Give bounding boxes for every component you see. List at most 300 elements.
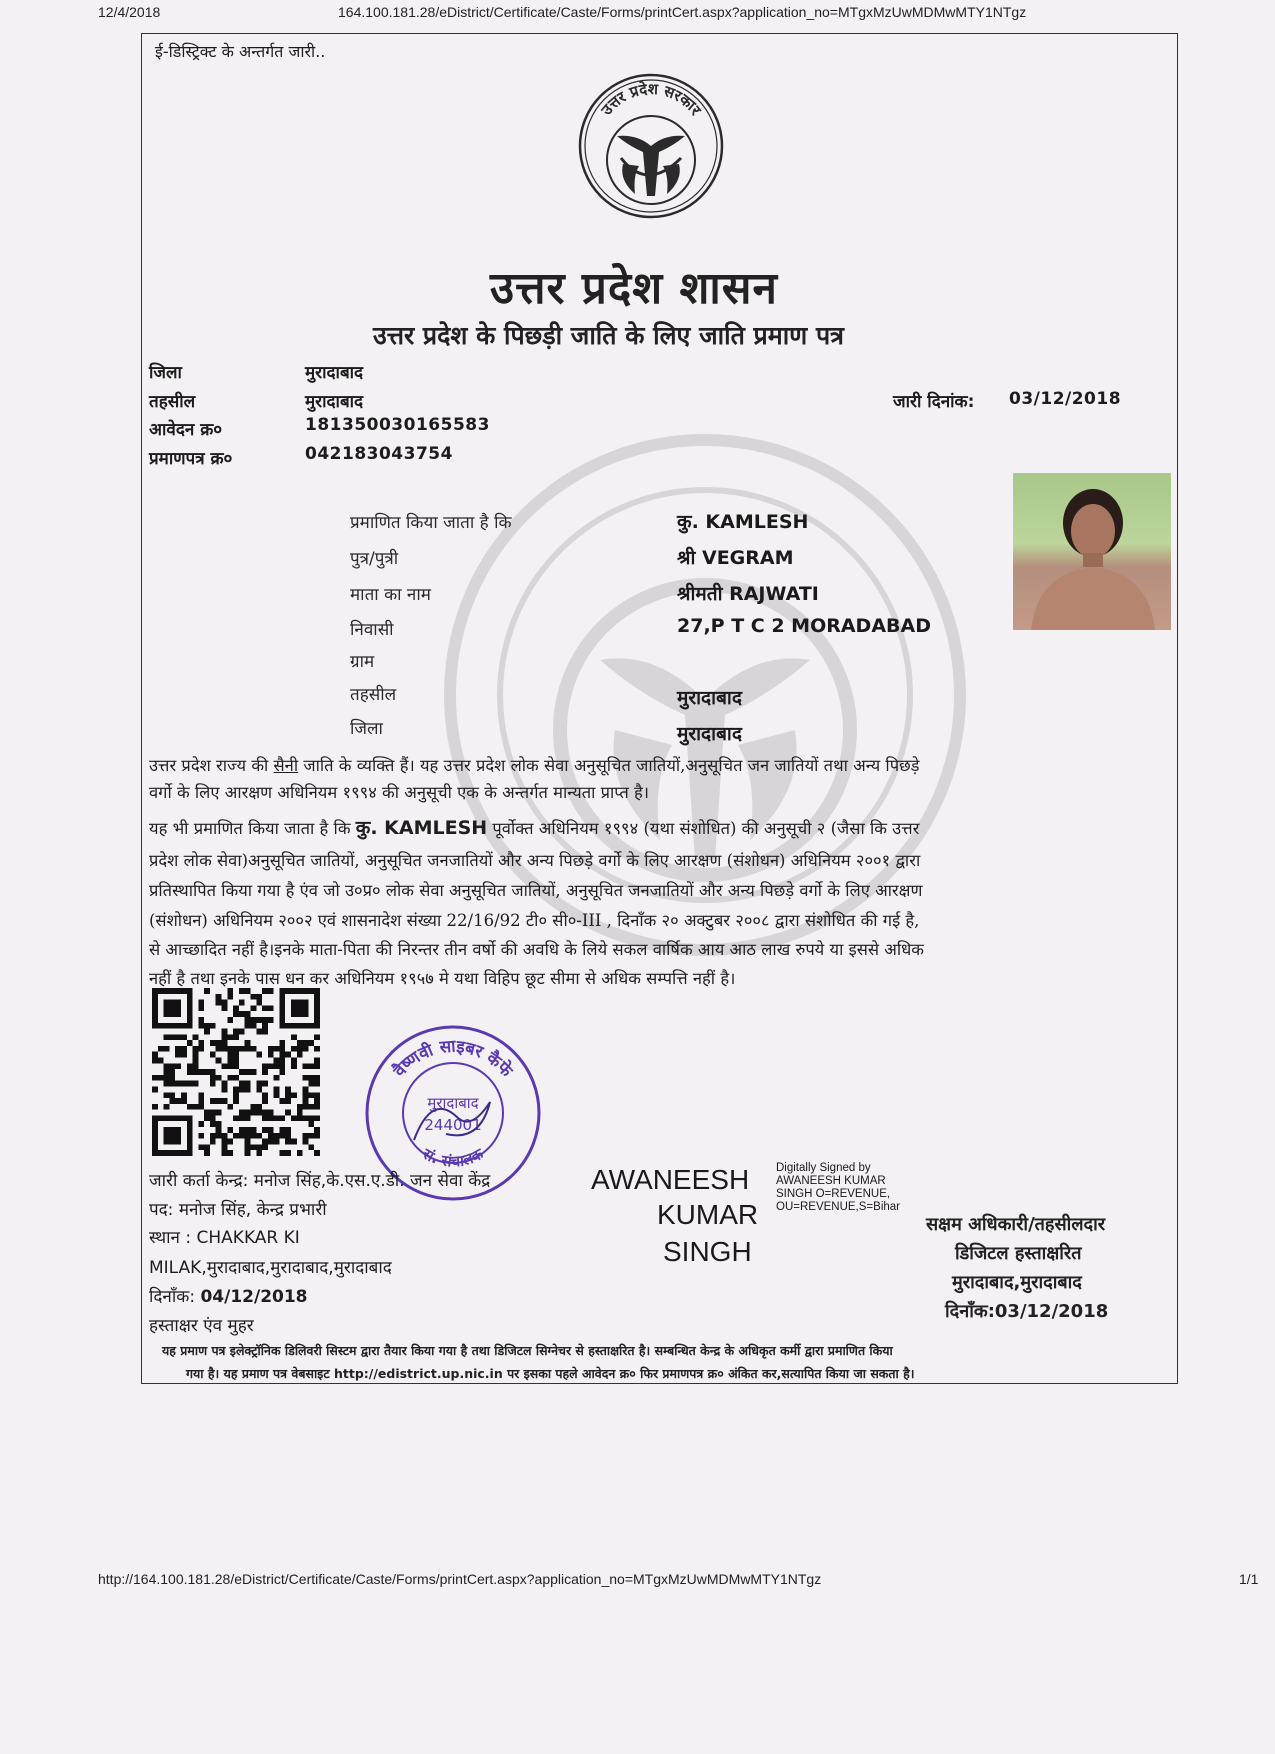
issuer-post: पद: मनोज सिंह, केन्द्र प्रभारी <box>149 1200 327 1220</box>
qr-module <box>268 1017 274 1023</box>
qr-module <box>250 1133 256 1139</box>
issuer-date-label: दिनाँक: <box>149 1287 196 1307</box>
qr-module <box>297 1040 303 1046</box>
qr-module <box>314 1098 320 1104</box>
authority-title: सक्षम अधिकारी/तहसीलदार <box>926 1214 1106 1235</box>
qr-module <box>256 1110 262 1116</box>
qr-module <box>239 1127 245 1133</box>
qr-module <box>268 1133 274 1139</box>
qr-module <box>268 1110 274 1116</box>
qr-module <box>262 1110 268 1116</box>
qr-module <box>279 1127 285 1133</box>
print-date: 12/4/2018 <box>98 4 161 20</box>
qr-module <box>193 1052 199 1058</box>
qr-module <box>297 1046 303 1052</box>
qr-module <box>303 1115 309 1121</box>
qr-module <box>245 1150 251 1156</box>
qr-module <box>187 1069 193 1075</box>
qr-module <box>169 1081 175 1087</box>
qr-module <box>233 1005 239 1011</box>
qr-module <box>274 1092 280 1098</box>
qr-module <box>204 1023 210 1029</box>
qr-module <box>279 1052 285 1058</box>
qr-module <box>239 1011 245 1017</box>
applicant-photo <box>1013 473 1171 630</box>
qr-module <box>210 1121 216 1127</box>
qr-module <box>245 1069 251 1075</box>
qr-module <box>303 1086 309 1092</box>
fine-print-line1: यह प्रमाण पत्र इलेक्ट्रॉनिक डिलिवरी सिस्टम द्वारा तैयार किया गया है तथा डिजिटल सिग्नेचर से हस्ताक्षरित है। सम्बन्धित केन्द्र के अधिकृत कर्मी द्वारा प्रमाणित किया <box>162 1343 893 1358</box>
qr-module <box>262 1029 268 1035</box>
qr-module <box>239 988 245 994</box>
qr-module <box>274 1139 280 1145</box>
qr-module <box>181 1052 187 1058</box>
qr-module <box>262 1063 268 1069</box>
qr-module <box>227 1139 233 1145</box>
qr-module <box>216 1040 222 1046</box>
page-subtitle: उत्तर प्रदेश के पिछड़ी जाति के लिए जाति प्रमाण पत्र <box>373 321 844 350</box>
para2-line1 <box>149 814 919 840</box>
para1-pre: उत्तर प्रदेश राज्य की <box>149 756 274 775</box>
qr-module <box>314 1150 320 1156</box>
qr-module <box>216 1110 222 1116</box>
stamp-pin: 244001 <box>424 1116 482 1134</box>
qr-module <box>239 1081 245 1087</box>
qr-module <box>210 1052 216 1058</box>
qr-module <box>204 1069 210 1075</box>
qr-module <box>308 1075 314 1081</box>
qr-module <box>245 1040 251 1046</box>
qr-module <box>233 1086 239 1092</box>
qr-module <box>222 1000 228 1006</box>
qr-module <box>256 1104 262 1110</box>
qr-module <box>285 1098 291 1104</box>
qr-module <box>314 1075 320 1081</box>
qr-module <box>222 1046 228 1052</box>
qr-module <box>262 1023 268 1029</box>
application-number: 181350030165583 <box>305 415 490 435</box>
qr-module <box>198 1121 204 1127</box>
qr-module <box>256 1144 262 1150</box>
authority-date <box>945 1299 1108 1323</box>
qr-module <box>274 1075 280 1081</box>
qr-module <box>256 1133 262 1139</box>
qr-module <box>158 1075 164 1081</box>
qr-module <box>303 1133 309 1139</box>
qr-module <box>227 1075 233 1081</box>
qr-module <box>314 1092 320 1098</box>
qr-module <box>268 1046 274 1052</box>
qr-module <box>245 1127 251 1133</box>
qr-module <box>262 1127 268 1133</box>
qr-module <box>222 1133 228 1139</box>
qr-module <box>274 1133 280 1139</box>
qr-module <box>268 1115 274 1121</box>
qr-module <box>198 1144 204 1150</box>
issue-date-label: जारी दिनांक: <box>893 392 975 412</box>
qr-module <box>256 994 262 1000</box>
qr-module <box>233 1058 239 1064</box>
qr-module <box>175 1034 181 1040</box>
qr-module <box>297 1150 303 1156</box>
qr-module <box>250 1005 256 1011</box>
qr-module <box>198 1040 204 1046</box>
qr-module <box>222 1139 228 1145</box>
qr-module <box>193 1081 199 1087</box>
qr-module <box>164 1104 170 1110</box>
issuing-center: जारी कर्ता केन्द्र: मनोज सिंह,के.एस.ए.डी. जन सेवा केंद्र <box>149 1171 491 1191</box>
qr-module <box>227 1034 233 1040</box>
qr-module <box>175 1063 181 1069</box>
para2-name: कु. KAMLESH <box>355 817 488 839</box>
qr-module <box>291 1046 297 1052</box>
qr-module <box>314 1133 320 1139</box>
qr-module <box>285 1127 291 1133</box>
qr-module <box>233 1011 239 1017</box>
qr-module <box>216 1121 222 1127</box>
qr-module <box>198 1000 204 1006</box>
qr-module <box>303 1104 309 1110</box>
qr-module <box>303 1063 309 1069</box>
para1-line1 <box>149 753 919 776</box>
qr-module <box>245 1144 251 1150</box>
qr-module <box>256 1017 262 1023</box>
authority-date-value: 03/12/2018 <box>994 1301 1109 1322</box>
dsig-line2: AWANEESH KUMAR <box>776 1175 886 1187</box>
qr-module <box>285 1150 291 1156</box>
stamp-bottom-text: सं. संचालक <box>419 1144 487 1171</box>
qr-module <box>314 1034 320 1040</box>
qr-module <box>250 1110 256 1116</box>
district-label: जिला <box>149 363 182 383</box>
dsig-line3: SINGH O=REVENUE, <box>776 1188 891 1200</box>
qr-module <box>210 1075 216 1081</box>
qr-module <box>227 988 233 994</box>
qr-module <box>187 1040 193 1046</box>
digital-signer-name-3: SINGH <box>663 1236 752 1267</box>
qr-module <box>314 1127 320 1133</box>
qr-module <box>250 1046 256 1052</box>
qr-module <box>268 988 274 994</box>
district-value: मुरादाबाद <box>305 363 364 383</box>
qr-module <box>164 1092 170 1098</box>
tehsil-label: तहसील <box>149 392 196 412</box>
qr-module <box>227 1150 233 1156</box>
qr-module <box>198 1098 204 1104</box>
qr-module <box>262 1017 268 1023</box>
qr-module <box>303 1139 309 1145</box>
mother-name: श्रीमती RAJWATI <box>677 583 819 605</box>
qr-module <box>291 1139 297 1145</box>
certificate-number-label: प्रमाणपत्र क्र० <box>149 449 233 469</box>
qr-module <box>216 1133 222 1139</box>
qr-module <box>245 1115 251 1121</box>
qr-module <box>291 1034 297 1040</box>
qr-module <box>187 1104 193 1110</box>
qr-module <box>222 1086 228 1092</box>
qr-module <box>303 1040 309 1046</box>
qr-module <box>210 1098 216 1104</box>
qr-module <box>204 1110 210 1116</box>
qr-module <box>279 1115 285 1121</box>
qr-module <box>210 1133 216 1139</box>
qr-module <box>285 1052 291 1058</box>
para2-pre: यह भी प्रमाणित किया जाता है कि <box>149 819 356 838</box>
qr-module <box>250 1069 256 1075</box>
digital-signature-details <box>776 1162 900 1214</box>
qr-module <box>216 1046 222 1052</box>
qr-module <box>233 1046 239 1052</box>
qr-module <box>297 1052 303 1058</box>
qr-module <box>210 1110 216 1116</box>
qr-module <box>169 1063 175 1069</box>
qr-module <box>164 1000 181 1017</box>
qr-module <box>303 1046 309 1052</box>
digital-signer-name-1: AWANEESH <box>591 1164 750 1195</box>
qr-module <box>222 1081 228 1087</box>
qr-module <box>303 1092 309 1098</box>
qr-module <box>216 1098 222 1104</box>
qr-module <box>169 1075 175 1081</box>
village-label: ग्राम <box>350 652 375 672</box>
qr-module <box>285 1092 291 1098</box>
qr-module <box>268 1063 274 1069</box>
mother-label: माता का नाम <box>350 585 431 605</box>
qr-module <box>169 1092 175 1098</box>
qr-module <box>216 1000 222 1006</box>
applicant-portrait <box>1013 473 1171 630</box>
qr-module <box>222 1144 228 1150</box>
qr-module <box>152 1086 158 1092</box>
qr-module <box>297 1110 303 1116</box>
qr-module <box>239 1046 245 1052</box>
qr-module <box>250 1127 256 1133</box>
qr-module <box>164 1063 170 1069</box>
applicant-name: कु. KAMLESH <box>677 511 809 533</box>
qr-module <box>250 1104 256 1110</box>
dsig-line1: Digitally Signed by <box>776 1162 871 1174</box>
qr-module <box>193 1046 199 1052</box>
qr-module <box>262 1139 268 1145</box>
details-tehsil-value: मुरादाबाद <box>677 687 742 709</box>
qr-module <box>222 1098 228 1104</box>
qr-module <box>250 1144 256 1150</box>
details-district-value: मुरादाबाद <box>677 723 742 745</box>
qr-module <box>268 1127 274 1133</box>
qr-module <box>227 1058 233 1064</box>
qr-module <box>262 1069 268 1075</box>
qr-module <box>239 1029 245 1035</box>
qr-module <box>222 1040 228 1046</box>
qr-module <box>222 1029 228 1035</box>
qr-module <box>187 1081 193 1087</box>
qr-module <box>233 1029 239 1035</box>
qr-module <box>256 1029 262 1035</box>
qr-module <box>245 1081 251 1087</box>
issued-note: ई-डिस्ट्रिक्ट के अन्तर्गत जारी.. <box>155 42 326 61</box>
issue-date-value: 03/12/2018 <box>1009 389 1122 409</box>
qr-module <box>169 1069 175 1075</box>
application-number-label: आवेदन क्र० <box>149 420 223 440</box>
qr-module <box>164 1046 170 1052</box>
details-tehsil-label: तहसील <box>350 685 397 705</box>
qr-module <box>233 1052 239 1058</box>
qr-module <box>291 1000 308 1017</box>
qr-module <box>308 1121 314 1127</box>
authority-digital-signed: डिजिटल हस्ताक्षरित <box>955 1243 1082 1264</box>
qr-module <box>297 1115 303 1121</box>
qr-module <box>152 1058 158 1064</box>
qr-module <box>193 1063 199 1069</box>
qr-module <box>198 1005 204 1011</box>
up-government-emblem <box>577 72 725 220</box>
qr-module <box>193 1069 199 1075</box>
qr-module <box>314 1046 320 1052</box>
print-page-number: 1/1 <box>1239 1571 1259 1587</box>
qr-module <box>175 1098 181 1104</box>
qr-module <box>268 1139 274 1145</box>
print-url: 164.100.181.28/eDistrict/Certificate/Caste/Forms/printCert.aspx?application_no=MTgxMzUwMDMwMTY1NTgz <box>338 4 1027 20</box>
para2-line5: से आच्छादित नहीं है।इनके माता-पिता की निरन्तर तीन वर्षो की अवधि के लिये सकल वार्षिक आय आठ लाख रुपये या इससे अधिक <box>149 940 924 959</box>
qr-module <box>175 1081 181 1087</box>
qr-module <box>285 1139 291 1145</box>
qr-module <box>262 1005 268 1011</box>
qr-module <box>204 1150 210 1156</box>
qr-module <box>268 1052 274 1058</box>
qr-module <box>308 1144 314 1150</box>
qr-module <box>256 1000 262 1006</box>
qr-module <box>256 1052 262 1058</box>
qr-module <box>262 1092 268 1098</box>
dsig-line4: OU=REVENUE,S=Bihar <box>776 1201 900 1213</box>
qr-module <box>204 1144 210 1150</box>
qr-module <box>245 1017 251 1023</box>
details-district-label: जिला <box>350 719 383 739</box>
qr-module <box>210 1069 216 1075</box>
signature-and-seal-label: हस्ताक्षर एंव मुहर <box>149 1316 254 1336</box>
qr-module <box>256 1086 262 1092</box>
emblem-text: उत्तर प्रदेश सरकार <box>597 79 705 119</box>
para1-post: जाति के व्यक्ति हैं। यह उत्तर प्रदेश लोक सेवा अनुसूचित जातियों,अनुसूचित जन जातियों तथा अन्य पिछड़े <box>298 756 920 775</box>
certificate-number: 042183043754 <box>305 444 453 464</box>
qr-module <box>274 1058 280 1064</box>
qr-module <box>279 1046 285 1052</box>
qr-module <box>169 1098 175 1104</box>
resident-address: 27,P T C 2 MORADABAD <box>677 615 931 637</box>
qr-module <box>164 1081 170 1087</box>
qr-module <box>245 1011 251 1017</box>
qr-module <box>239 1069 245 1075</box>
stamp-center-text: मुरादाबाद <box>427 1094 479 1112</box>
issuer-place-line2: MILAK,मुरादाबाद,मुरादाबाद,मुरादाबाद <box>149 1258 392 1278</box>
qr-module <box>193 1058 199 1064</box>
qr-module <box>308 1081 314 1087</box>
qr-module <box>181 1098 187 1104</box>
qr-module <box>285 1086 291 1092</box>
qr-module <box>198 1017 204 1023</box>
para2-line2: प्रदेश लोक सेवा)अनुसूचित जातियों, अनुसूचित जनजातियों और अन्य पिछड़े वर्गो के लिए आरक्षण (संशोधन) अधिनियम २००१ द्वारा <box>149 851 921 870</box>
qr-module <box>245 1046 251 1052</box>
qr-module <box>268 1005 274 1011</box>
qr-module <box>181 1034 187 1040</box>
qr-module <box>210 1115 216 1121</box>
qr-module <box>204 1115 210 1121</box>
issuer-date-value: 04/12/2018 <box>200 1287 308 1307</box>
qr-module <box>198 1069 204 1075</box>
qr-module <box>158 1046 164 1052</box>
qr-module <box>233 1115 239 1121</box>
qr-module <box>239 1110 245 1116</box>
qr-module <box>245 1133 251 1139</box>
qr-module <box>222 1034 228 1040</box>
qr-module <box>164 1034 170 1040</box>
authority-date-label: दिनाँक: <box>945 1301 995 1322</box>
stamp-ring-text: वैष्णवी साइबर कैफे <box>389 1036 517 1082</box>
qr-module <box>250 1023 256 1029</box>
qr-module <box>210 1139 216 1145</box>
qr-module <box>216 1127 222 1133</box>
qr-module <box>227 1104 233 1110</box>
print-footer-url: http://164.100.181.28/eDistrict/Certificate/Caste/Forms/printCert.aspx?application_no=MTgxMzUwMDMwMTY1NTgz <box>98 1571 822 1587</box>
qr-module <box>222 1063 228 1069</box>
qr-module <box>314 1058 320 1064</box>
qr-module <box>262 1144 268 1150</box>
qr-module <box>308 1115 314 1121</box>
issuer-place-line1: स्थान : CHAKKAR KI <box>149 1228 300 1248</box>
qr-module <box>314 1104 320 1110</box>
para2-line6: नहीं है तथा इनके पास धन कर अधिनियम १९५७ मे यथा विहिप छूट सीमा से अधिक सम्पत्ति नहीं है। <box>149 969 736 988</box>
qr-module <box>216 1058 222 1064</box>
qr-module <box>204 1029 210 1035</box>
qr-module <box>222 1150 228 1156</box>
qr-module <box>274 1063 280 1069</box>
qr-module <box>274 1046 280 1052</box>
qr-module <box>227 1127 233 1133</box>
qr-module <box>308 1092 314 1098</box>
fine-print-line2: गया है। यह प्रमाण पत्र वेबसाइट http://edistrict.up.nic.in पर इसका पहले आवेदन क्र० फिर प्रमाणपत्र क्र० अंकित कर,सत्यापित किया जा सकता है। <box>186 1366 915 1381</box>
qr-module <box>233 1092 239 1098</box>
qr-module <box>239 1086 245 1092</box>
para2-line4: (संशोधन) अधिनियम २००२ एवं शासनादेश संख्या 22/16/92 टी० सी०-III , दिनाँक २० अक्टुबर २००८ द्वारा संशोधित की गई है, <box>149 911 920 930</box>
qr-module <box>152 1104 158 1110</box>
child-of-label: पुत्र/पुत्री <box>350 549 399 569</box>
qr-module <box>262 1081 268 1087</box>
caste-name: सैनी <box>273 756 299 775</box>
qr-module <box>152 1075 158 1081</box>
qr-module <box>227 994 233 1000</box>
qr-module <box>285 1110 291 1116</box>
tehsil-value: मुरादाबाद <box>305 392 364 412</box>
qr-module <box>314 1115 320 1121</box>
authority-location: मुरादाबाद,मुरादाबाद <box>952 1272 1082 1293</box>
resident-label: निवासी <box>350 620 394 640</box>
qr-module <box>308 1063 314 1069</box>
qr-module <box>303 1075 309 1081</box>
issuer-date <box>149 1284 308 1307</box>
qr-module <box>245 1086 251 1092</box>
qr-module <box>239 1115 245 1121</box>
qr-module <box>245 1023 251 1029</box>
qr-module <box>198 1023 204 1029</box>
para1-line2: वर्गो के लिए आरक्षण अधिनियम १९९४ की अनुसूची एक के अन्तर्गत मान्यता प्राप्त है। <box>149 783 650 802</box>
qr-module <box>291 1063 297 1069</box>
qr-module <box>245 988 251 994</box>
qr-module <box>262 988 268 994</box>
qr-module <box>227 1017 233 1023</box>
qr-module <box>291 1092 297 1098</box>
para2-line3: प्रतिस्थापित किया गया है एंव जो उ०प्र० लोक सेवा अनुसूचित जातियों, अनुसूचित जनजातियों और अन्य पिछड़े वर्गो के लिए आरक्षण <box>149 881 923 900</box>
qr-module <box>204 988 210 994</box>
